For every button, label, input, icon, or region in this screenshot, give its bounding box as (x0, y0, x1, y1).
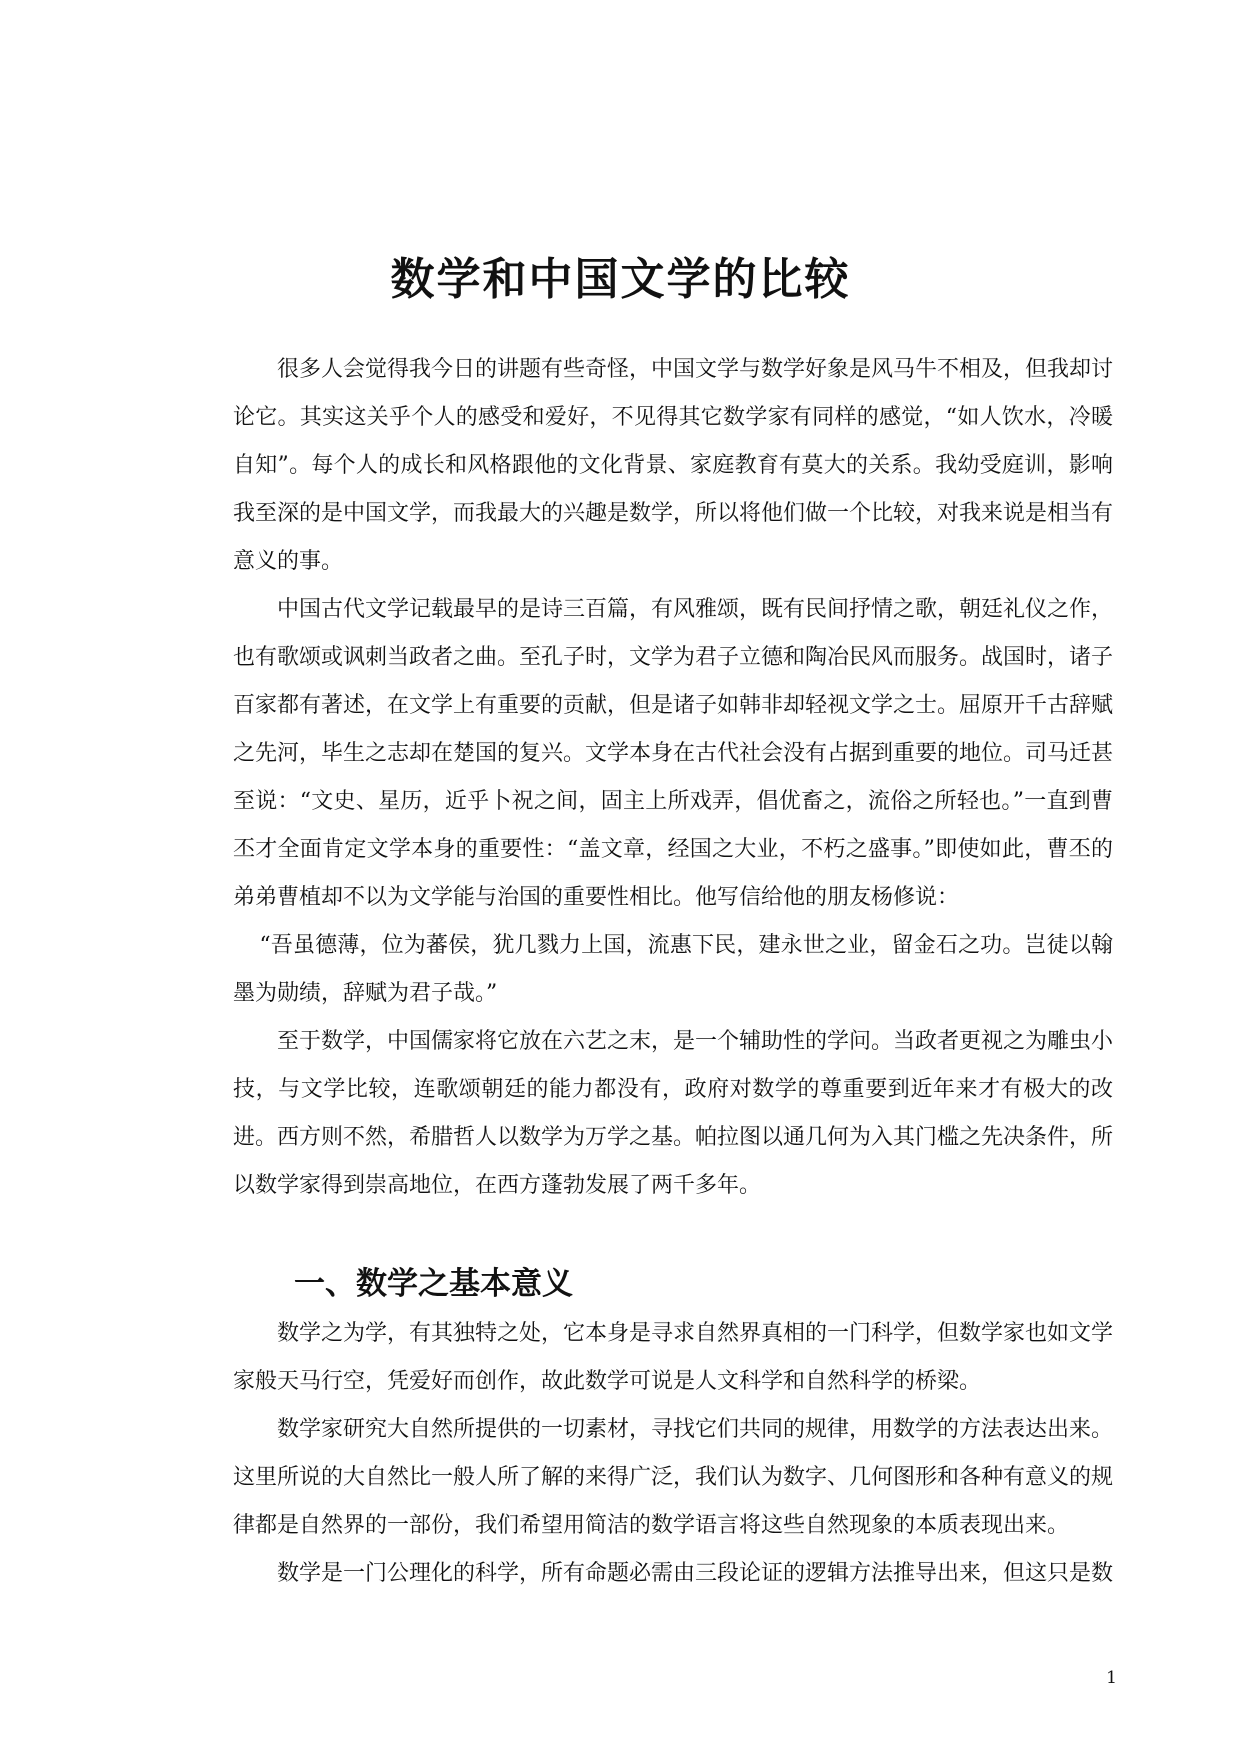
paragraph: 中国古代文学记载最早的是诗三百篇，有风雅颂，既有民间抒情之歌，朝廷礼仪之作，也有歌颂或讽刺当政者之曲。至孔子时，文学为君子立德和陶冶民风而服务。战国时，诸子百家都有著述，在文学上有重要的贡献，但是诸子如韩非却轻视文学之士。屈原开千古辞赋之先河，毕生之志却在楚国的复兴。文学本身在古代社会没有占据到重要的地位。司马迁甚至说：“文史、星历，近乎卜祝之间，固主上所戏弄，倡优畜之，流俗之所轻也。”一直到曹丕才全面肯定文学本身的重要性：“盖文章，经国之大业，不朽之盛事。”即使如此，曹丕的弟弟曹植却不以为文学能与治国的重要性相比。他写信给他的朋友杨修说： (233, 597, 1114, 910)
page-number: 1 (1106, 1668, 1117, 1688)
paragraph: 数学之为学，有其独特之处，它本身是寻求自然界真相的一门科学，但数学家也如文学家般天马行空，凭爱好而创作，故此数学可说是人文科学和自然科学的桥梁。 (233, 1321, 1114, 1394)
paragraph: 数学家研究大自然所提供的一切素材，寻找它们共同的规律，用数学的方法表达出来。这里所说的大自然比一般人所了解的来得广泛，我们认为数字、几何图形和各种有意义的规律都是自然界的一部份，我们希望用简洁的数学语言将这些自然现象的本质表现出来。 (233, 1417, 1114, 1538)
quotation-paragraph: “吾虽德薄，位为蕃侯，犹几戮力上国，流惠下民，建永世之业，留金石之功。岂徒以翰墨为勋绩，辞赋为君子哉。” (233, 933, 1113, 1006)
intro-text (233, 346, 1113, 1210)
paragraph: 至于数学，中国儒家将它放在六艺之末，是一个辅助性的学问。当政者更视之为雕虫小技，与文学比较，连歌颂朝廷的能力都没有，政府对数学的尊重要到近年来才有极大的改进。西方则不然，希腊哲人以数学为万学之基。帕拉图以通几何为入其门槛之先决条件，所以数学家得到崇高地位，在西方蓬勃发展了两千多年。 (233, 1029, 1114, 1198)
section-text (233, 1310, 1113, 1598)
section-heading: 一、数学之基本意义 (294, 1266, 573, 1302)
paragraph: 数学是一门公理化的科学，所有命题必需由三段论证的逻辑方法推导出来，但这只是数 (277, 1561, 1114, 1586)
document-title: 数学和中国文学的比较 (390, 254, 851, 305)
paragraph: 很多人会觉得我今日的讲题有些奇怪，中国文学与数学好象是风马牛不相及，但我却讨论它。其实这关乎个人的感受和爱好，不见得其它数学家有同样的感觉，“如人饮水，冷暖自知”。每个人的成长和风格跟他的文化背景、家庭教育有莫大的关系。我幼受庭训，影响我至深的是中国文学，而我最大的兴趣是数学，所以将他们做一个比较，对我来说是相当有意义的事。 (233, 357, 1114, 574)
